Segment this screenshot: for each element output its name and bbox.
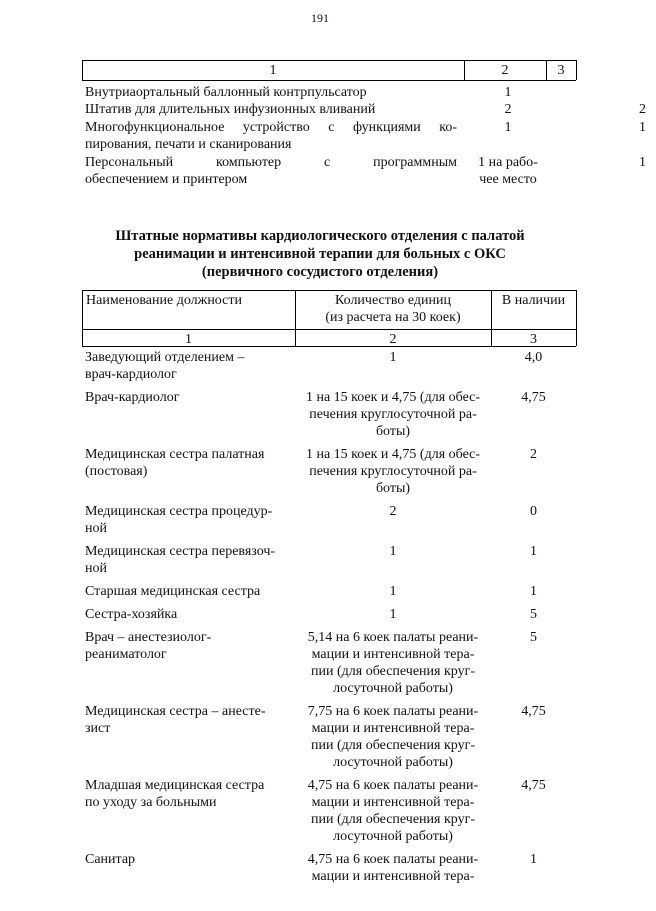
position-available: 1 (530, 584, 537, 599)
table-rule (576, 60, 577, 80)
quantity-line: 4,75 на 6 коек палаты реани- (307, 778, 479, 793)
column-number: 3 (557, 63, 565, 78)
table-rule (82, 329, 576, 330)
position-line: Санитар (85, 852, 136, 867)
position-available: 0 (530, 504, 537, 519)
position-line: Медицинская сестра – анесте- (85, 704, 266, 719)
position-quantity (295, 446, 491, 497)
header-line: Количество единиц (334, 293, 451, 308)
position-line: Врач-кардиолог (85, 390, 180, 405)
quantity-line: печения круглосуточной ра- (309, 464, 477, 479)
position-available: 1 (530, 544, 537, 559)
quantity-line: 1 на 15 коек и 4,75 (для обес- (305, 447, 481, 462)
equipment-name: Внутриаортальный баллонный контрпульсатор (85, 85, 367, 100)
position-name (85, 703, 295, 737)
quantity-line: 1 (389, 607, 397, 622)
column-number: 3 (530, 332, 537, 347)
quantity-line: 1 на 15 коек и 4,75 (для обес- (305, 390, 481, 405)
position-name (85, 777, 295, 811)
position-available: 5 (530, 630, 537, 645)
title-line: реанимации и интенсивной терапии для больных с ОКС (134, 246, 506, 262)
position-name (85, 389, 295, 406)
equipment-avail: 1 (639, 120, 646, 135)
equipment-name: Штатив для длительных инфузионных вливаний (85, 102, 376, 117)
position-quantity (295, 503, 491, 520)
equipment-name: обеспечением и принтером (85, 172, 248, 187)
position-line: Старшая медицинская сестра (85, 584, 261, 599)
equipment-avail: 2 (639, 102, 646, 117)
section-title (90, 227, 550, 281)
position-name (85, 503, 295, 537)
position-available: 4,75 (521, 704, 546, 719)
quantity-line: печения круглосуточной ра- (309, 407, 477, 422)
quantity-line: боты) (375, 424, 411, 439)
position-name (85, 583, 295, 600)
position-quantity (295, 543, 491, 560)
position-available: 4,75 (521, 778, 546, 793)
equipment-name: Многофункциональное устройство с функциями ко- (85, 120, 457, 135)
position-line: ной (85, 521, 107, 536)
header-quantity (295, 292, 491, 326)
equipment-qty: чее место (479, 172, 537, 187)
position-available: 5 (530, 607, 537, 622)
title-line: (первичного сосудистого отделения) (201, 264, 439, 280)
table-rule (576, 290, 577, 346)
position-line: Врач – анестезиолог- (85, 630, 212, 645)
column-number: 1 (185, 332, 192, 347)
position-available: 4,0 (524, 350, 543, 365)
quantity-line: пии (для обеспечения круг- (311, 812, 475, 827)
quantity-line: лосуточной работы) (333, 755, 453, 770)
quantity-line: мации и интенсивной тера- (311, 869, 475, 884)
position-name (85, 606, 295, 623)
equipment-qty: 2 (504, 102, 512, 117)
table-rule (82, 290, 576, 291)
table-rule (82, 80, 576, 81)
equipment-qty: 1 (504, 120, 512, 135)
column-number: 2 (501, 63, 509, 78)
position-quantity (295, 583, 491, 600)
quantity-line: пии (для обеспечения круг- (311, 664, 475, 679)
quantity-line: мации и интенсивной тера- (311, 721, 475, 736)
position-line: Заведующий отделением – (85, 350, 245, 365)
position-available: 2 (530, 447, 537, 462)
position-line: Сестра-хозяйка (85, 607, 178, 622)
position-line: по уходу за больными (85, 795, 217, 810)
position-quantity (295, 777, 491, 845)
quantity-line: мации и интенсивной тера- (311, 647, 475, 662)
title-line: Штатные нормативы кардиологического отделения с палатой (115, 228, 525, 244)
equipment-name: Персональный компьютер с программным (85, 155, 457, 170)
position-quantity (295, 606, 491, 623)
page-number: 191 (311, 11, 329, 25)
quantity-line: 1 (389, 584, 397, 599)
equipment-qty: 1 (504, 85, 512, 100)
position-line: Младшая медицинская сестра (85, 778, 265, 793)
column-number: 2 (389, 332, 397, 347)
position-line: реаниматолог (85, 647, 167, 662)
position-name (85, 851, 295, 868)
equipment-avail: 1 (639, 155, 646, 170)
position-name (85, 446, 295, 480)
quantity-line: мации и интенсивной тера- (311, 795, 475, 810)
position-quantity (295, 349, 491, 366)
equipment-qty: 1 на рабо- (478, 155, 538, 170)
position-line: зист (85, 721, 111, 736)
quantity-line: 1 (389, 350, 397, 365)
quantity-line: 2 (389, 504, 397, 519)
quantity-line: боты) (375, 481, 411, 496)
position-quantity (295, 703, 491, 771)
column-number: 1 (269, 63, 277, 78)
quantity-line: лосуточной работы) (333, 681, 453, 696)
position-line: Медицинская сестра процедур- (85, 504, 273, 519)
position-line: Медицинская сестра палатная (85, 447, 265, 462)
position-line: врач-кардиолог (85, 367, 177, 382)
position-name (85, 629, 295, 663)
header-line: (из расчета на 30 коек) (325, 310, 461, 325)
header-available: В наличии (501, 293, 566, 308)
quantity-line: 1 (389, 544, 397, 559)
position-line: Медицинская сестра перевязоч- (85, 544, 276, 559)
position-quantity (295, 629, 491, 697)
header-position: Наименование должности (86, 293, 242, 308)
position-line: ной (85, 561, 107, 576)
quantity-line: 5,14 на 6 коек палаты реани- (307, 630, 479, 645)
position-name (85, 543, 295, 577)
equipment-name: пирования, печати и сканирования (85, 137, 292, 152)
quantity-line: 7,75 на 6 коек палаты реани- (307, 704, 479, 719)
quantity-line: лосуточной работы) (333, 829, 453, 844)
quantity-line: пии (для обеспечения круг- (311, 738, 475, 753)
position-quantity (295, 389, 491, 440)
position-name (85, 349, 295, 383)
position-available: 1 (530, 852, 537, 867)
position-available: 4,75 (521, 390, 546, 405)
table-rule (82, 60, 576, 61)
position-line: (постовая) (85, 464, 148, 479)
quantity-line: 4,75 на 6 коек палаты реани- (307, 852, 479, 867)
position-quantity (295, 851, 491, 885)
